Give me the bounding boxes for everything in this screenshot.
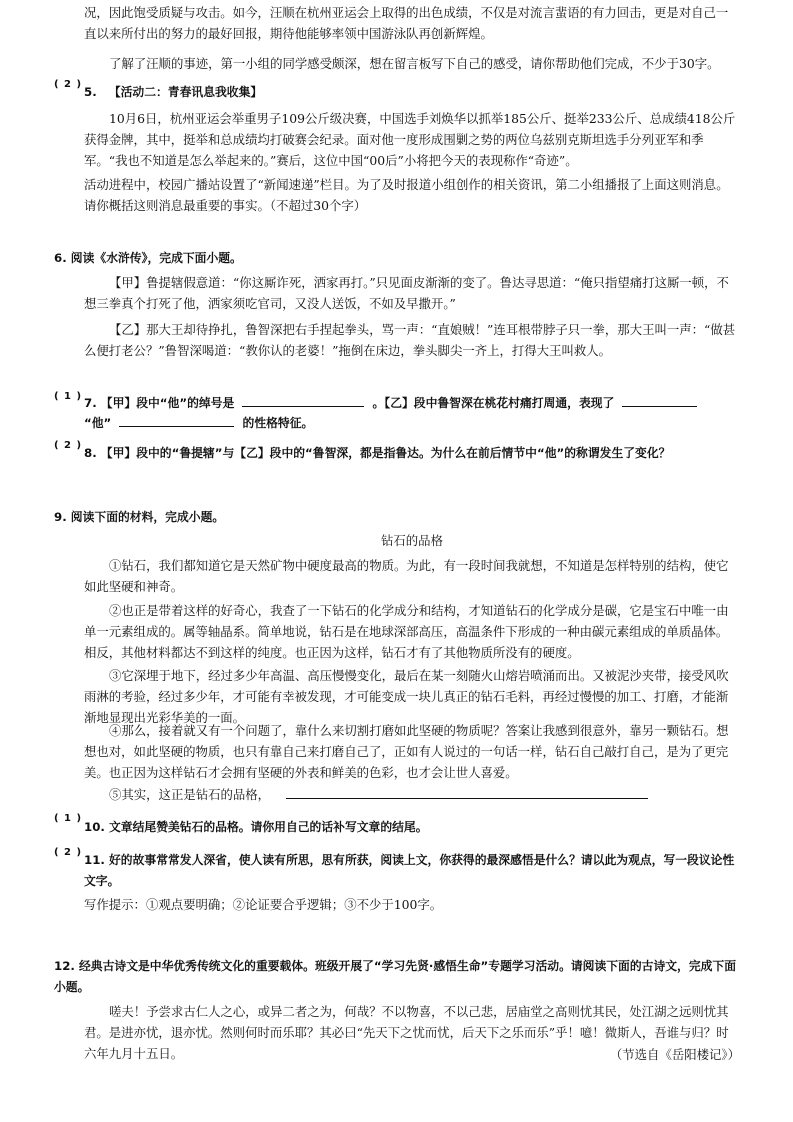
essay-paragraph-2: ②也正是带着这样的好奇心，我查了一下钻石的化学成分和结构，才知道钻石的化学成分是碳，它是宝石中唯一由单一元素组成的。属等轴晶系。简单地说，钻石是在地球深部高压，高温条件下形成的一种由碳元素组成的单质晶体。相反，其他材料都达不到这样的纯度。也正因为这样，钻石才有了其他物质所没有的硬度。 [84,603,729,660]
essay-paragraph-5 [84,784,740,805]
essay-paragraph-3: ③它深埋于地下，经过多少年高温、高压慢慢变化，最后在某一刻随火山熔岩喷涌而出。又被泥沙夹带，接受风吹雨淋的考验，经过多少年，才可能有幸被发现，才可能变成一块儿真正的钻石毛料，再经过慢慢的加工、打磨，才能渐渐地显现出光彩华美的一面。 [84,668,729,725]
q5-task: 活动进程中，校园广播站设置了“新闻速递”栏目。为了及时报道小组创作的相关资讯，第二小组播报了上面这则消息。请你概括这则消息最重要的事实。（不超过30个字） [84,177,729,213]
essay-p5-text: ⑤其实，这正是钻石的品格， [109,787,271,802]
q11-hint: 写作提示：①观点要明确；②论证要合乎逻辑；③不少于100字。 [84,897,443,912]
q7-blank-nickname[interactable] [242,392,364,407]
intro-continuation: 况，因此饱受质疑与攻击。如今，汪顺在杭州亚运会上取得的出色成绩，不仅是对流言蜚语的有力回击，更是对自己一直以来所付出的努力的最好回报，期待他能够率领中国游泳队再创新辉煌。 [84,5,729,41]
q5-label: 5. [84,85,97,99]
q10-question: 10. 文章结尾赞美钻石的品格。请你用自己的话补写文章的结尾。 [84,820,428,834]
intro-task: 了解了汪顺的事迹，第一小组的同学感受颇深，想在留言板写下自己的感受，请你帮助他们完成，不少于30字。 [109,56,720,71]
q7-subnumber: ( 1 ) [54,391,83,402]
q7-text-1: 7. 【甲】段中“他”的绰号是 [84,396,235,410]
q7-question-line2 [84,412,740,434]
q5-heading [84,82,740,103]
q8-question: 8. 【甲】段中的“鲁提辖”与【乙】段中的“鲁智深，都是指鲁达。为什么在前后情节中“他”的称谓发生了变化？ [84,446,671,460]
q5-subnumber: ( 2 ) [54,79,83,90]
q8-subnumber: ( 2 ) [54,440,83,451]
q11-question: 11. 好的故事常常发人深省，使人读有所思，思有所获，阅读上文，你获得的最深感悟是什么？请以此为观点，写一段议论性文字。 [84,853,735,888]
q6-passage-jia: 【甲】鲁提辖假意道：“你这厮诈死，洒家再打。”只见面皮渐渐的变了。鲁达寻思道：“俺只指望痛打这厮一顿，不想三拳真个打死了他，洒家须吃官司，又没人送饭，不如及早撒开。” [84,275,729,311]
q7-question [84,392,740,414]
q11-subnumber: ( 2 ) [54,847,83,858]
essay-paragraph-4: ④那么，接着就又有一个问题了，靠什么来切割打磨如此坚硬的物质呢？答案让我感到很意外，靠另一颗钻石。想想也对，如此坚硬的物质，也只有靠自己来打磨自己了，正如有人说过的一句话一样，钻石自己敲打自己，是为了更完美。也正因为这样钻石才会拥有坚硬的外表和鲜美的色彩，也才会让世人喜爱。 [84,723,729,780]
q6-passage-yi: 【乙】那大王却待挣扎，鲁智深把右手捏起拳头，骂一声：“直娘贼！”连耳根带脖子只一拳，那大王叫一声：“做甚么便打老公？”鲁智深喝道：“教你认的老婆！”拖倒在床边，拳头脚尖一齐上，打得大王叫救人。 [84,322,736,358]
q7-blank-trait-a[interactable] [622,392,697,407]
q9-title: 9. 阅读下面的材料，完成小题。 [54,510,225,524]
q5-news: 10月6日，杭州亚运会举重男子109公斤级决赛，中国选手刘焕华以抓举185公斤、挺举233公斤、总成绩418公斤获得金牌，其中，挺举和总成绩均打破赛会纪录。面对他一度形成围剿之势的两位乌兹别克斯坦选手分列亚军和季军。“我也不知道是怎么举起来的。”赛后，这位中国“00后”小将把今天的表现称作“奇迹”。 [84,111,736,168]
q12-title: 12. 经典古诗文是中华优秀传统文化的重要载体。班级开展了“学习先贤·感悟生命”专题学习活动。请阅读下面的古诗文，完成下面小题。 [54,959,737,994]
essay-paragraph-1: ①钻石，我们都知道它是天然矿物中硬度最高的物质。为此，有一段时间我就想，不知道是怎样特别的结构，使它如此坚硬和神奇。 [84,558,729,594]
q7-blank-trait-b[interactable] [119,412,234,427]
essay-title: 钻石的品格 [381,533,443,548]
q7-text-2: 。【乙】段中鲁智深在桃花村痛打周通，表现了 [372,396,615,410]
q7-text-4: 的性格特征。 [242,416,314,430]
q12-source: （节选自《岳阳楼记》） [609,1047,740,1062]
q12-passage: 嗟夫！予尝求古仁人之心，或异二者之为，何哉？不以物喜，不以己悲，居庙堂之高则忧其民，处江湖之远则忧其君。是进亦忧，退亦忧。然则何时而乐耶？其必曰“先天下之忧而忧，后天下之乐而乐”乎！噫！微斯人，吾谁与归？时六年九月十五日。 [84,1004,729,1061]
essay-ending-blank[interactable] [286,784,648,799]
q6-title: 6. 阅读《水浒传》，完成下面小题。 [54,251,242,265]
q7-text-3: “他” [84,416,112,430]
q5-title: 【活动二：青春讯息我收集】 [108,85,263,99]
q10-subnumber: ( 1 ) [54,813,83,824]
